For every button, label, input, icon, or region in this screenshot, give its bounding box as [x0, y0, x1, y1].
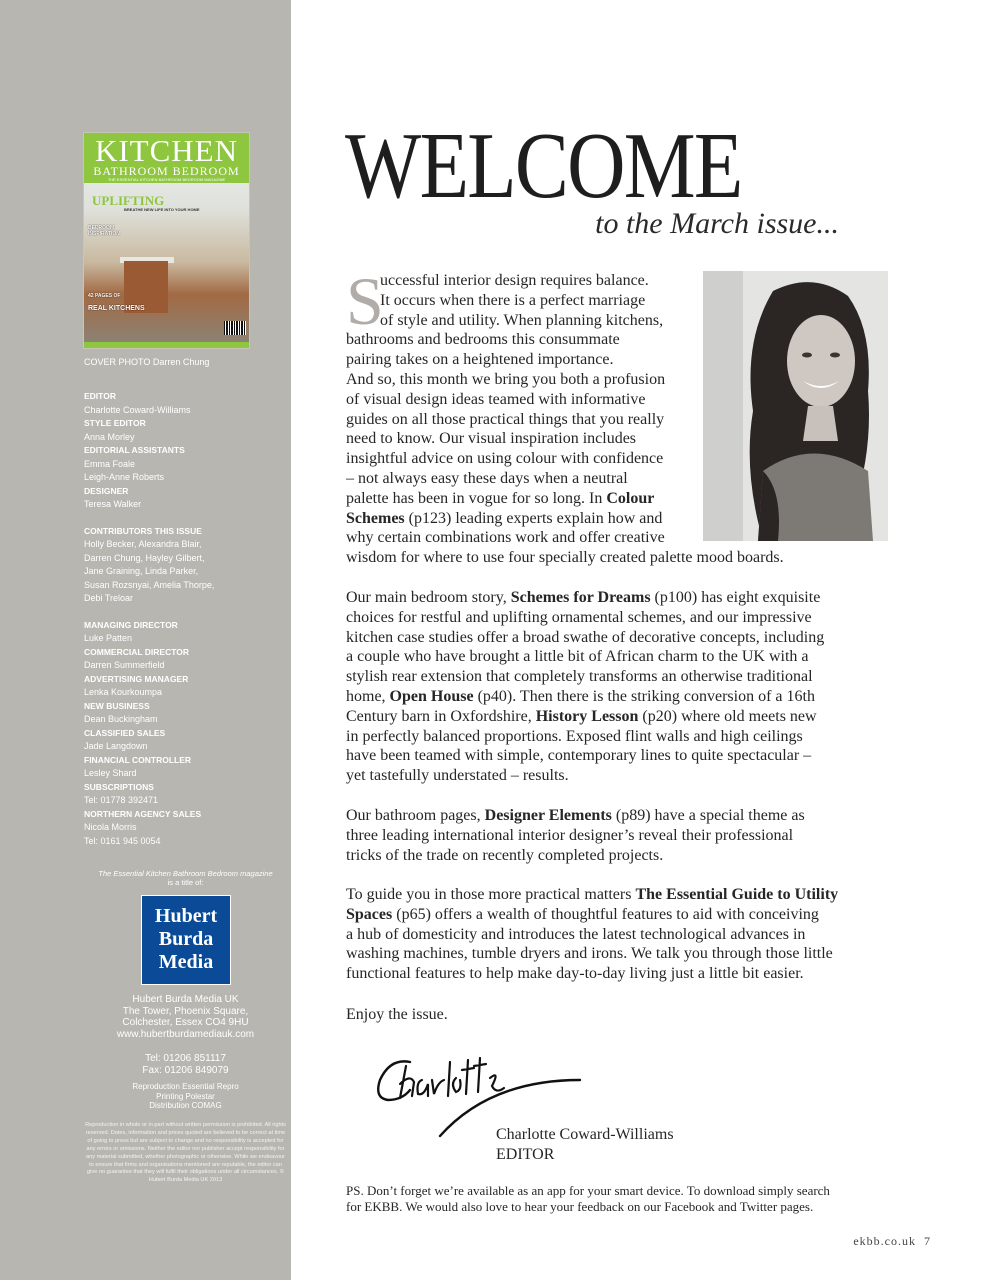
text-line: have been teamed with simple, contemporary lines to quite spectacular – [346, 747, 812, 765]
staff-name: Holly Becker, Alexandra Blair, [84, 539, 202, 549]
logo-line: Media [158, 951, 214, 973]
staff-name: Tel: 0161 945 0054 [84, 835, 161, 846]
text-line [346, 489, 886, 509]
staff-name: Dean Buckingham [84, 714, 158, 724]
page-number: 7 [924, 1234, 931, 1248]
text-line [346, 707, 886, 727]
website-link[interactable]: www.hubertburdamediauk.com [116, 1028, 255, 1040]
address-line: The Tower, Phoenix Square, [122, 1005, 249, 1017]
text-line: of style and utility. When planning kitchens, [380, 311, 664, 329]
cover-strip [84, 342, 249, 348]
cover-image [83, 132, 250, 349]
staff-name: Jane Graining, Linda Parker, [84, 566, 199, 576]
text-line [346, 687, 886, 707]
text-span: (p123) leading experts explain how and [404, 509, 663, 527]
staff-role: SUBSCRIPTIONS [84, 781, 154, 792]
logo-line: Burda [158, 928, 214, 950]
staff-name: Darren Summerfield [84, 660, 165, 670]
staff-name: Tel: 01778 392471 [84, 795, 159, 805]
staff-gap [84, 512, 284, 525]
text-line: stylish rear extension that completely transforms an otherwise traditional [346, 668, 813, 686]
text-span: (p100) has eight exquisite [650, 589, 821, 606]
sign-off: Enjoy the issue. [346, 1006, 448, 1023]
feature-reference: Designer Elements [484, 807, 612, 824]
text-line: wisdom for where to use four specially created palette mood boards. [346, 549, 784, 567]
staff-name: Teresa Walker [84, 499, 142, 509]
text-span: home, [346, 687, 390, 705]
article-paragraph [346, 588, 886, 786]
feature-reference: History Lesson [535, 707, 639, 725]
staff-name: Nicola Morris [84, 822, 137, 832]
text-line: guides on all those practical things that you really [346, 410, 665, 428]
cover-blurb: BEDROOM INSPIRATION [88, 225, 120, 237]
signature-block [496, 1125, 674, 1165]
staff-name: Anna Morley [84, 431, 135, 442]
cover-subtitle: BATHROOM BEDROOM [93, 164, 240, 178]
staff-role: CONTRIBUTORS THIS ISSUE [84, 525, 202, 536]
drop-cap: S [346, 263, 384, 339]
page-title: WELCOME [345, 114, 742, 218]
staff-gap [84, 606, 284, 619]
page-subtitle: to the March issue... [595, 207, 839, 240]
article-paragraph [346, 885, 886, 984]
hubert-burda-logo [141, 895, 231, 985]
staff-role: MANAGING DIRECTOR [84, 619, 178, 630]
text-line: functional features to help make day-to-day living just a little bit easier. [346, 965, 804, 983]
text-line: – not always easy these days when a neutral [346, 469, 628, 487]
staff-name: Emma Foale [84, 458, 136, 469]
editor-name: Charlotte Coward-Williams [496, 1126, 674, 1143]
publisher-address [84, 994, 287, 1040]
staff-role: ADVERTISING MANAGER [84, 673, 189, 684]
cover-title: KITCHEN [94, 133, 239, 168]
editor-role: EDITOR [496, 1145, 555, 1163]
cover-blurb: REAL KITCHENS [88, 305, 145, 312]
text-line [346, 588, 886, 608]
feature-reference: Schemes for Dreams [510, 589, 651, 606]
publisher-note-line: The Essential Kitchen Bathroom Bedroom magazine [98, 869, 273, 878]
staff-role: DESIGNER [84, 485, 129, 496]
staff-role: EDITORIAL ASSISTANTS [84, 445, 185, 455]
text-line: It occurs when there is a perfect marriage [380, 291, 646, 309]
text-line: in perfectly balanced proportions. Exposed flint walls and high ceilings [346, 727, 803, 745]
text-line [346, 885, 886, 905]
address-line: Hubert Burda Media UK [132, 994, 239, 1005]
text-span: To guide you in those more practical matters [346, 886, 636, 903]
staff-role: CLASSIFIED SALES [84, 727, 166, 738]
sidebar [0, 0, 291, 1280]
text-line: PS. Don’t forget we’re available as an app for your smart device. To download simply search [346, 1183, 830, 1198]
text-span: (p40). Then there is the striking conversion of a 16th [473, 687, 815, 705]
production-credits [84, 1082, 287, 1111]
text-line: three leading international interior designer’s reveal their professional [346, 826, 794, 844]
text-line [346, 806, 886, 826]
text-line: bathrooms and bedrooms this consummate [346, 331, 620, 349]
staff-role: COMMERCIAL DIRECTOR [84, 646, 189, 657]
legal-notice: Reproduction in whole or in part without written permission is prohibited. All rights reserved. Dates, information and prices quoted are believed to be correct at time of going to press but are subject to change and no responsibility is accepted for any errors or omissions. Neither the editor nor publisher accept responsibility for any material submitted, whether photographic or otherwise. While we endeavour to ensure that firms and organisations mentioned are reputable, the editor can give no guarantee that they will fulfil their obligations under all circumstances. © Hubert Burda Media UK 2013 [85, 1122, 286, 1184]
staff-name: Luke Patten [84, 633, 133, 643]
address-line: Colchester, Essex CO4 9HU [122, 1017, 249, 1028]
text-line: pairing takes on a heightened importance. [346, 351, 614, 369]
text-line: for EKBB. We would also love to hear your feedback on our Facebook and Twitter pages. [346, 1199, 814, 1214]
staff-role: NORTHERN AGENCY SALES [84, 808, 202, 819]
feature-reference: The Essential Guide to Utility [635, 886, 839, 903]
staff-role: FINANCIAL CONTROLLER [84, 754, 192, 765]
feature-reference: Spaces [346, 905, 393, 923]
publisher-note-line: is a title of: [167, 878, 204, 887]
staff-name: Lesley Shard [84, 768, 137, 778]
article-paragraph [346, 263, 886, 568]
text-line: yet tastefully understated – results. [346, 767, 569, 785]
text-span: (p89) have a special theme as [611, 807, 805, 824]
text-span: Our main bedroom story, [346, 589, 511, 606]
cover-credit: COVER PHOTO Darren Chung [84, 357, 210, 367]
staff-name: Susan Rozsnyai, Amelia Thorpe, [84, 579, 215, 590]
cover-headline: UPLIFTING [92, 193, 165, 208]
staff-role: STYLE EDITOR [84, 418, 146, 428]
staff-name: Charlotte Coward-Williams [84, 404, 191, 415]
text-span: (p20) where old meets new [638, 707, 817, 725]
logo-line: Hubert [154, 905, 218, 927]
feature-reference: Schemes [346, 509, 405, 527]
staff-name: Debi Treloar [84, 593, 134, 603]
publisher-phones [84, 1053, 287, 1076]
text-line: choices for restful and uplifting ornamental schemes, and our impressive [346, 608, 812, 626]
cover-headline-sub: BREATHE NEW LIFE INTO YOUR HOME [124, 207, 200, 212]
staff-name: Darren Chung, Hayley Gilbert, [84, 552, 205, 563]
postscript [346, 1183, 906, 1215]
barcode-icon [224, 321, 246, 335]
text-line: kitchen case studies offer a broad swathe of decorative concepts, including [346, 628, 825, 646]
text-line: a hub of domesticity and introduces the latest technological advances in [346, 925, 806, 943]
staff-name: Lenka Kourkoumpa [84, 687, 163, 697]
text-line: need to know. Our visual inspiration includes [346, 430, 637, 448]
phone-line: Tel: 01206 851117 [145, 1053, 226, 1064]
text-line [346, 905, 886, 925]
text-span: (p65) offers a wealth of thoughtful features to aid with conceiving [392, 905, 819, 923]
text-line: of visual design ideas teamed with informative [346, 390, 646, 408]
staff-role: EDITOR [84, 391, 116, 401]
text-span: palette has been in vogue for so long. In [346, 489, 607, 507]
text-line [346, 509, 886, 529]
staff-name: Leigh-Anne Roberts [84, 472, 165, 482]
staff-name: Jade Langdown [84, 741, 148, 751]
feature-reference: Colour [606, 489, 655, 507]
fax-line: Fax: 01206 849079 [142, 1064, 229, 1076]
credit-line: Printing Polestar [156, 1091, 215, 1101]
text-line: tricks of the trade on recently completed projects. [346, 846, 664, 864]
credit-line: Reproduction Essential Repro [132, 1082, 239, 1091]
text-line: a couple who have brought a little bit of African charm to the UK with a [346, 648, 809, 666]
text-line: why certain combinations work and offer creative [346, 529, 665, 547]
folio-site: ekbb.co.uk [853, 1234, 916, 1248]
text-line: washing machines, tumble dryers and irons. We talk you through those little [346, 945, 833, 963]
cover-tagline: THE ESSENTIAL KITCHEN BATHROOM BEDROOM MAGAZINE [107, 177, 226, 182]
text-line: insightful advice on using colour with confidence [346, 450, 664, 468]
feature-reference: Open House [389, 687, 474, 705]
page-folio [853, 1234, 931, 1249]
credit-line: Distribution COMAG [149, 1101, 222, 1110]
article-paragraph [346, 806, 886, 865]
text-line: And so, this month we bring you both a profusion [346, 370, 666, 388]
cover-blurb: 42 PAGES OF [88, 293, 121, 299]
staff-list [84, 390, 284, 848]
text-span: Century barn in Oxfordshire, [346, 707, 536, 725]
text-span: Our bathroom pages, [346, 807, 485, 824]
text-line: uccessful interior design requires balance. [380, 272, 649, 289]
staff-role: NEW BUSINESS [84, 700, 150, 711]
publisher-note [84, 869, 287, 887]
